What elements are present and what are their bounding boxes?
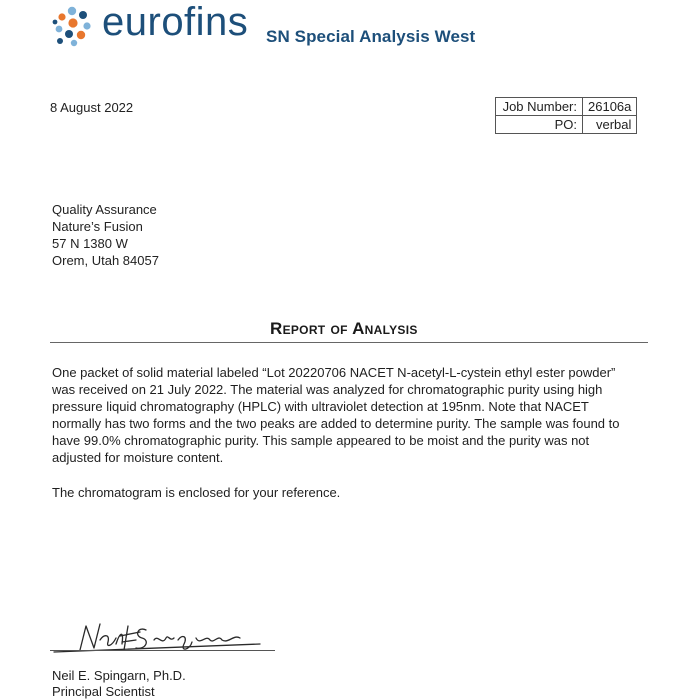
brand-name: eurofins [102,0,249,44]
job-number-label: Job Number: [496,98,583,116]
recipient-line-street: 57 N 1380 W [52,236,128,251]
division-name: SN Special Analysis West [266,27,476,46]
eurofins-logo-icon [50,4,96,48]
po-value: verbal [583,116,637,134]
signer-block [52,668,186,700]
signer-name: Neil E. Spingarn, Ph.D. [52,668,186,683]
recipient-address [52,201,159,269]
recipient-line-department: Quality Assurance [52,202,157,217]
report-title: Report of Analysis [270,319,418,338]
recipient-line-city: Orem, Utah 84057 [52,253,159,268]
signer-title: Principal Scientist [52,684,155,699]
report-date: 8 August 2022 [50,100,134,115]
job-number-value: 26106a [583,98,637,116]
po-row [496,116,637,134]
job-number-box [495,97,637,134]
po-label: PO: [496,116,583,134]
job-number-row [496,98,637,116]
title-divider [50,342,648,343]
analysis-paragraph: One packet of solid material labeled “Lot 20220706 NACET N-acetyl-L-cystein ethyl ester powder” was received on 21 July 2022. The material was analyzed for chromatographic purity using high pressure liquid chromatography (HPLC) with ultraviolet detection at 195nm. Note that NACET normally has two forms and the two peaks are added to determine purity. The sample was found to have 99.0% chromatographic purity. This sample appeared to be moist and the purity was not adjusted for moisture content. [52,365,620,465]
signature-line [50,650,275,651]
handwritten-signature-icon [50,620,280,660]
enclosure-note: The chromatogram is enclosed for your reference. [52,485,341,500]
recipient-line-company: Nature’s Fusion [52,219,143,234]
